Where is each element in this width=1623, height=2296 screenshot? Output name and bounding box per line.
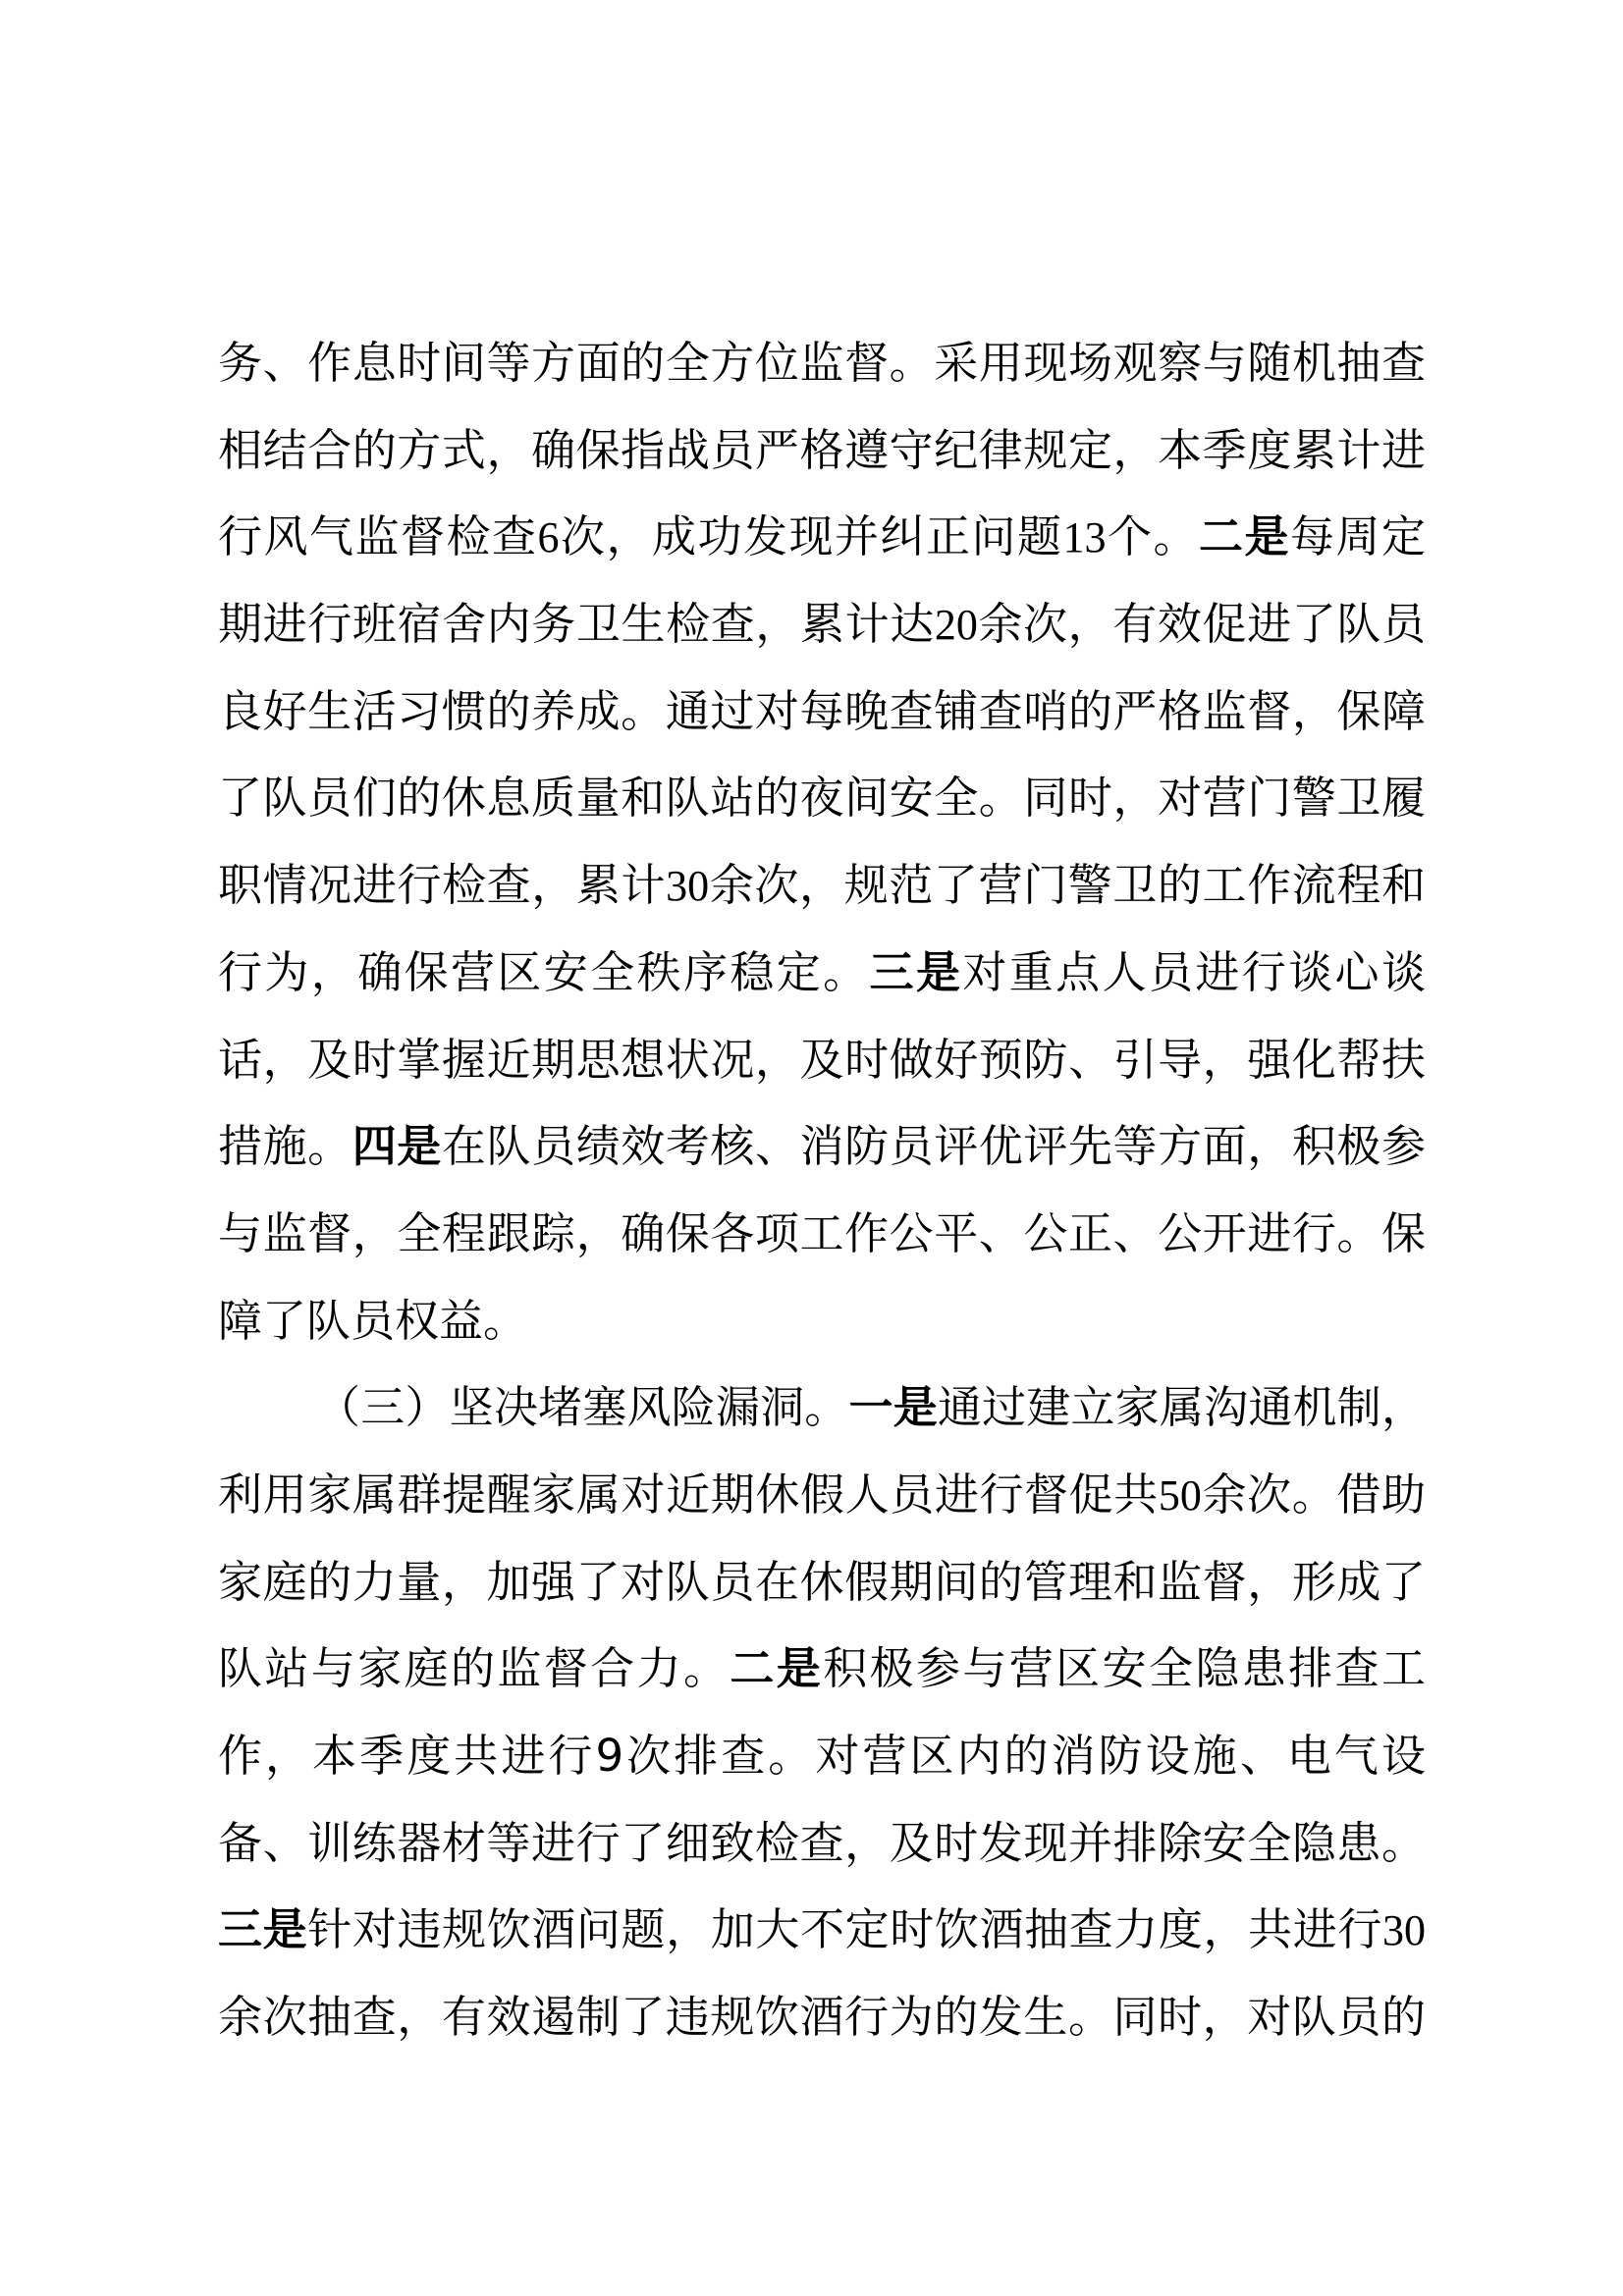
emphasis-label: 二是 bbox=[1198, 510, 1290, 563]
text-segment: 次排查。对营区内的消防设施、电气设 bbox=[623, 1730, 1426, 1782]
text-segment: 障了队员权益。 bbox=[218, 1294, 528, 1347]
text-segment: 备、训练器材等进行了细致检查，及时发现并排除安全隐患。 bbox=[218, 1816, 1426, 1869]
emphasis-label: 四是 bbox=[352, 1120, 442, 1173]
text-segment: 通过建立家属沟通机制， bbox=[937, 1381, 1426, 1434]
text-segment: 务、作息时间等方面的全方位监督。采用现场观察与随机抽查 bbox=[218, 337, 1426, 389]
text-line bbox=[218, 1017, 1426, 1104]
text-segment: 余次，有效促进了队员 bbox=[977, 598, 1426, 651]
text-segment: 个。 bbox=[1106, 510, 1199, 563]
text-line bbox=[218, 1539, 1426, 1627]
text-segment: 措施。 bbox=[218, 1120, 352, 1173]
text-segment: 期进行班宿舍内务卫生检查，累计达 bbox=[218, 598, 935, 651]
text-line bbox=[218, 494, 1426, 581]
text-line bbox=[218, 1974, 1426, 2061]
text-segment: 相结合的方式，确保指战员严格遵守纪律规定，本季度累计进 bbox=[218, 423, 1426, 476]
text-line bbox=[218, 930, 1426, 1017]
text-segment: 9 bbox=[595, 1730, 624, 1782]
text-line bbox=[218, 668, 1426, 756]
text-segment: 针对违规饮酒问题，加大不定时饮酒抽查力度，共进行 bbox=[307, 1903, 1382, 1956]
text-segment: 30 bbox=[666, 862, 710, 911]
text-segment: 利用家属群提醒家属对近期休假人员进行督促共 bbox=[218, 1468, 1159, 1521]
text-segment: 次，成功发现并纠正问题 bbox=[559, 510, 1063, 563]
emphasis-label: 一是 bbox=[848, 1381, 938, 1434]
text-segment: 在队员绩效考核、消防员评优评先等方面，积极参 bbox=[441, 1120, 1426, 1173]
text-segment: 行为，确保营区安全秩序稳定。 bbox=[218, 945, 870, 998]
text-line bbox=[218, 1191, 1426, 1278]
text-segment: 每周定 bbox=[1289, 510, 1426, 563]
text-segment: 作，本季度共进行 bbox=[218, 1730, 596, 1782]
text-line bbox=[218, 1626, 1426, 1713]
text-segment: 良好生活习惯的养成。通过对每晚查铺查哨的严格监督，保障 bbox=[218, 684, 1426, 737]
text-segment: 13 bbox=[1062, 513, 1107, 562]
text-segment: 20 bbox=[934, 601, 978, 650]
text-line bbox=[218, 320, 1426, 407]
text-segment: 行风气监督检查 bbox=[218, 510, 538, 563]
text-line bbox=[218, 1278, 1426, 1365]
text-segment: 6 bbox=[537, 513, 560, 562]
text-segment: （三）坚决堵塞风险漏洞。 bbox=[316, 1381, 849, 1434]
emphasis-label: 二是 bbox=[730, 1642, 824, 1695]
text-segment: 50 bbox=[1158, 1470, 1202, 1520]
text-line bbox=[218, 1887, 1426, 1974]
document-body bbox=[218, 320, 1426, 2061]
text-segment: 余次，规范了营门警卫的工作流程和 bbox=[709, 859, 1426, 912]
text-line bbox=[218, 407, 1426, 495]
text-line bbox=[218, 1103, 1426, 1191]
text-segment: 家庭的力量，加强了对队员在休假期间的管理和监督，形成了 bbox=[218, 1555, 1426, 1608]
text-segment: 余次抽查，有效遏制了违规饮酒行为的发生。同时，对队员的 bbox=[218, 1991, 1426, 2044]
text-segment: 职情况进行检查，累计 bbox=[218, 859, 667, 912]
emphasis-label: 三是 bbox=[869, 945, 963, 998]
text-segment: 与监督，全程跟踪，确保各项工作公平、公正、公开进行。保 bbox=[218, 1206, 1426, 1259]
text-line bbox=[218, 1452, 1426, 1539]
text-segment: 余次。借助 bbox=[1201, 1468, 1426, 1521]
text-line bbox=[218, 1800, 1426, 1888]
text-segment: 了队员们的休息质量和队站的夜间安全。同时，对营门警卫履 bbox=[218, 772, 1426, 825]
text-line bbox=[218, 755, 1426, 842]
text-line bbox=[218, 581, 1426, 668]
text-line bbox=[218, 842, 1426, 930]
emphasis-label: 三是 bbox=[218, 1903, 308, 1956]
text-segment: 30 bbox=[1381, 1906, 1426, 1955]
text-line bbox=[218, 1713, 1426, 1800]
text-segment: 话，及时掌握近期思想状况，及时做好预防、引导，强化帮扶 bbox=[218, 1033, 1426, 1086]
text-line bbox=[218, 1364, 1426, 1452]
text-segment: 积极参与营区安全隐患排查工 bbox=[823, 1642, 1426, 1695]
text-segment: 对重点人员进行谈心谈 bbox=[962, 945, 1426, 998]
text-segment: 队站与家庭的监督合力。 bbox=[218, 1642, 730, 1695]
